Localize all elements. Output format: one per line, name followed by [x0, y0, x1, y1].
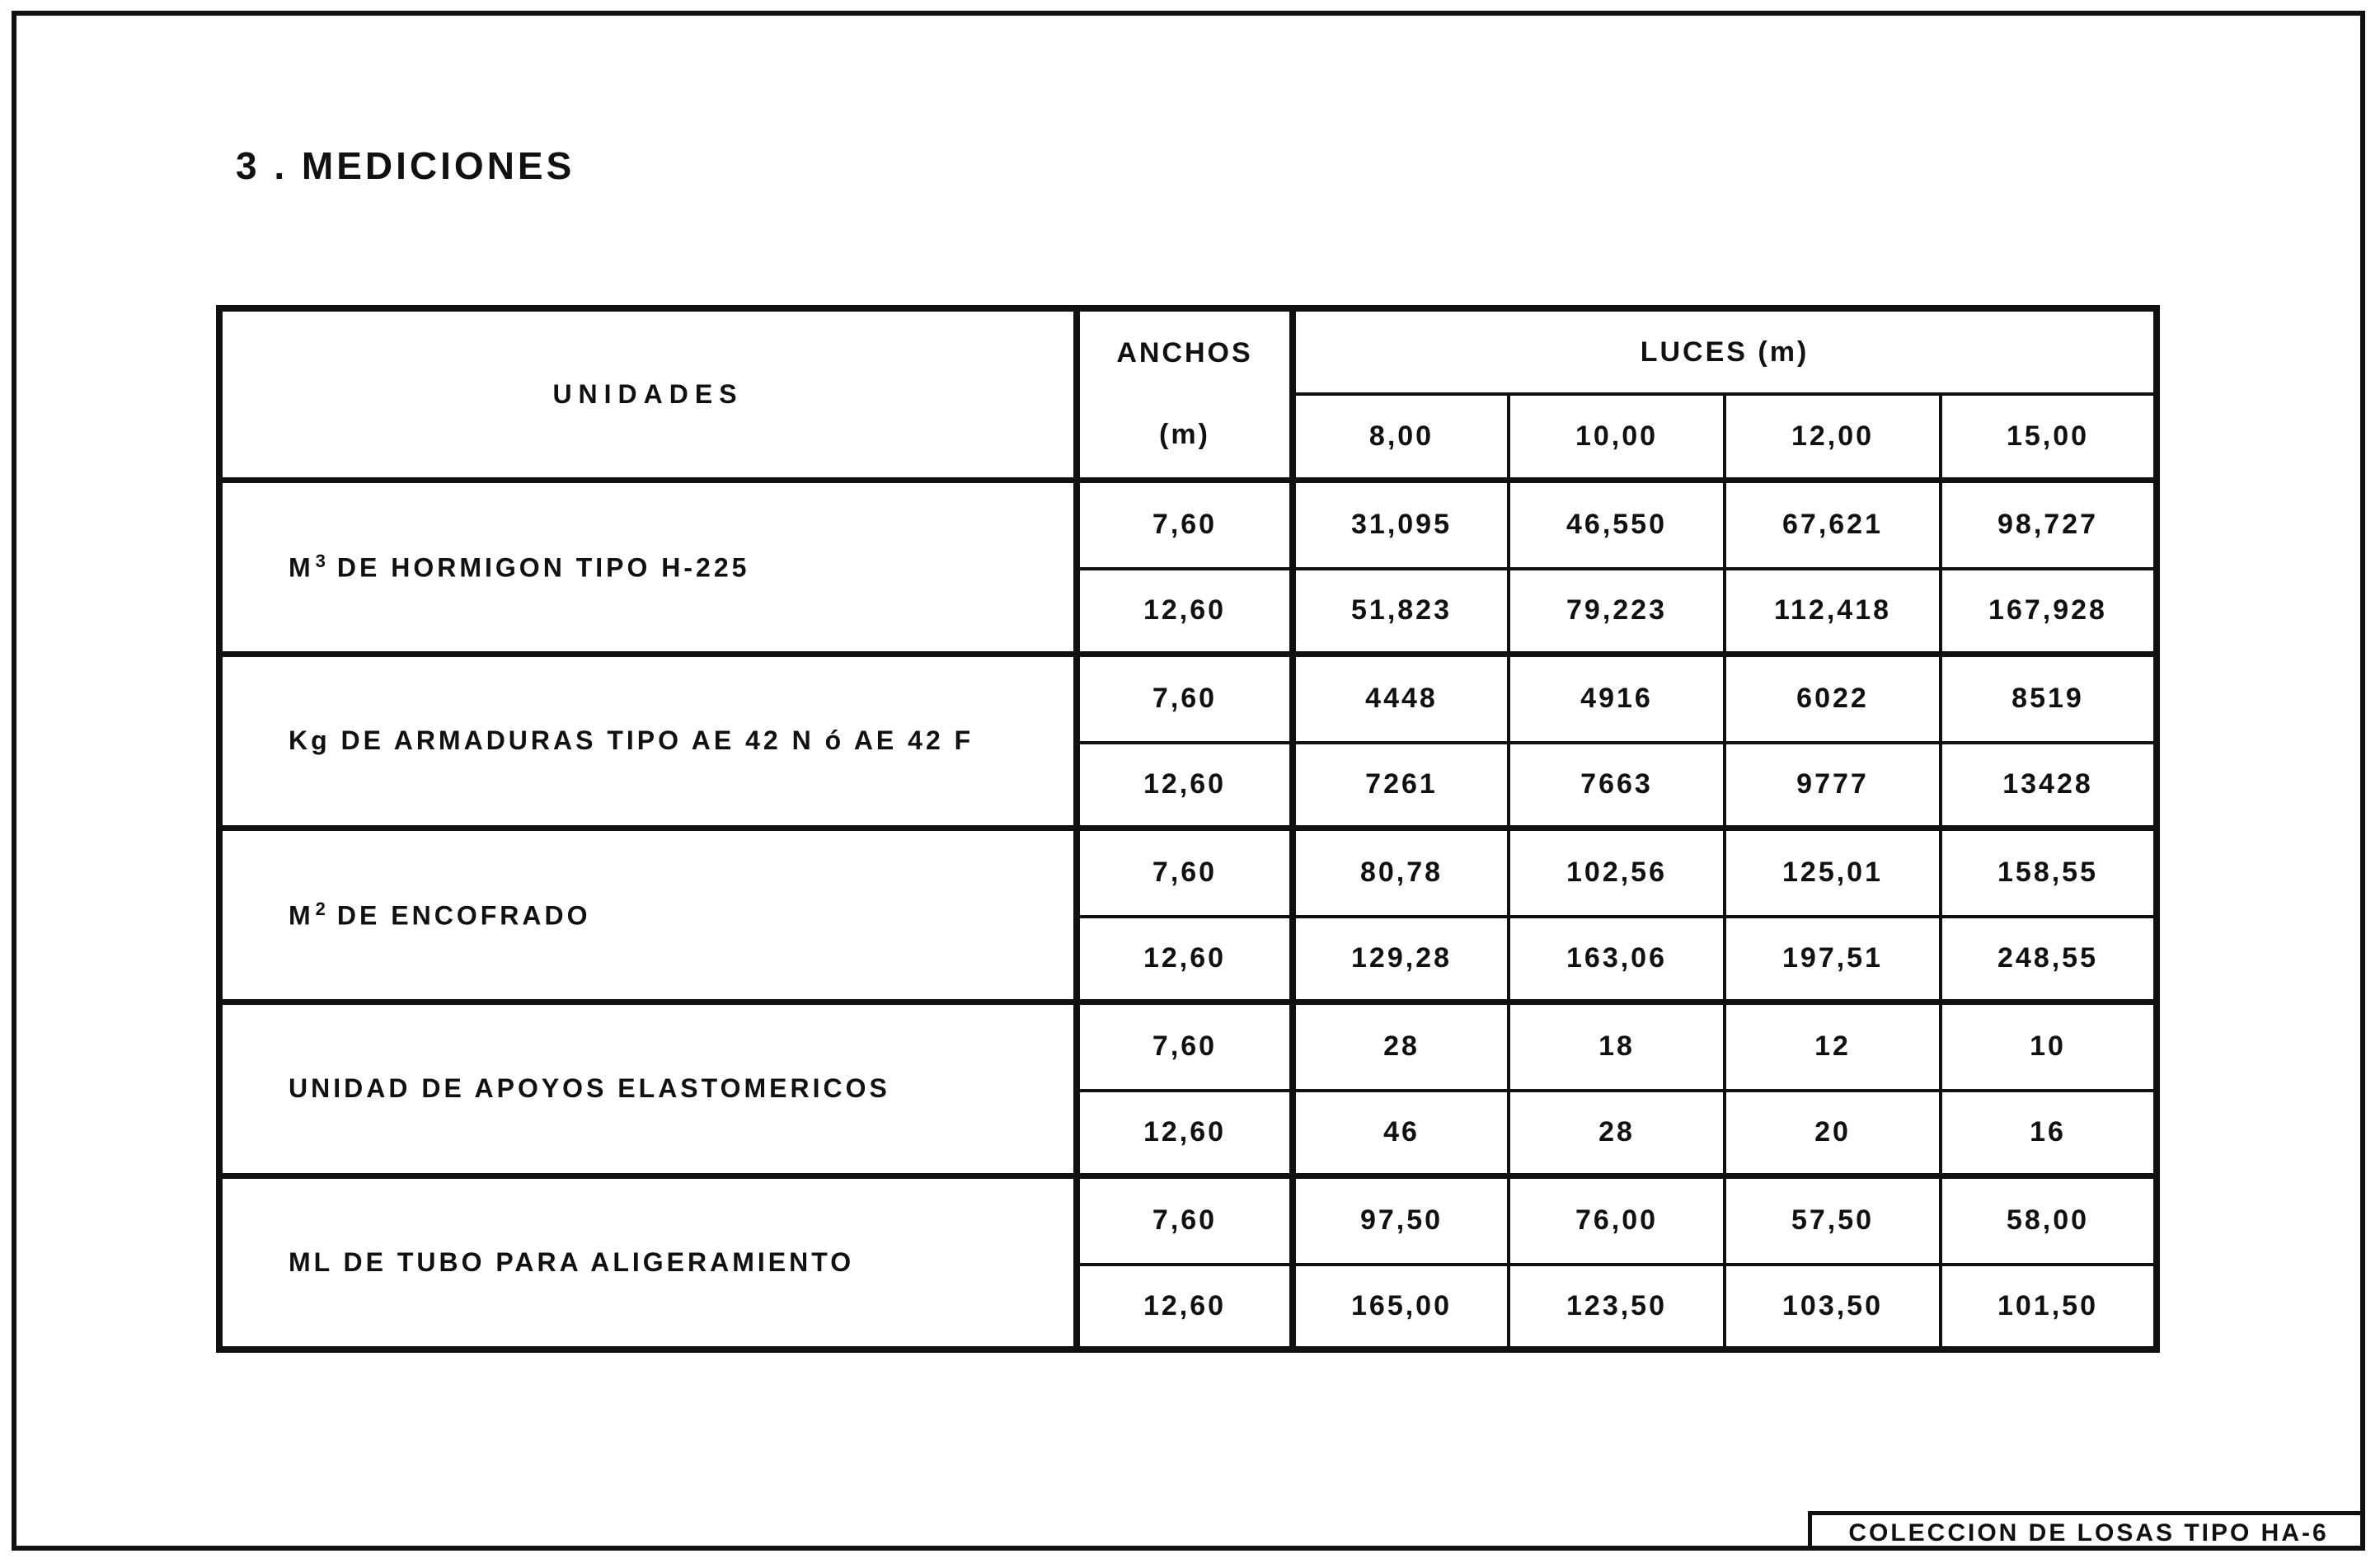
value-cell: 67,621 [1725, 480, 1941, 569]
value-cell: 46 [1293, 1091, 1509, 1176]
value-cell: 123,50 [1509, 1265, 1725, 1349]
value-cell: 158,55 [1941, 828, 2157, 917]
unit-label-text: ML DE TUBO PARA ALIGERAMIENTO [289, 1246, 855, 1277]
header-luz-cell: 12,00 [1725, 394, 1941, 480]
table-row [219, 1176, 2157, 1265]
ancho-cell: 12,60 [1077, 743, 1293, 828]
value-cell: 58,00 [1941, 1176, 2157, 1265]
unit-label-text: Kg DE ARMADURAS TIPO AE 42 N ó AE 42 F [289, 725, 974, 755]
value-cell: 31,095 [1293, 480, 1509, 569]
value-cell: 4448 [1293, 654, 1509, 743]
ancho-cell: 7,60 [1077, 480, 1293, 569]
section-title: 3 . MEDICIONES [236, 144, 575, 187]
value-cell: 97,50 [1293, 1176, 1509, 1265]
header-anchos [1077, 308, 1293, 480]
header-anchos-label: ANCHOS [1116, 337, 1253, 369]
ancho-cell: 12,60 [1077, 1091, 1293, 1176]
header-luz-cell: 10,00 [1509, 394, 1725, 480]
header-anchos-unit: (m) [1159, 419, 1210, 451]
value-cell: 79,223 [1509, 569, 1725, 654]
value-cell: 80,78 [1293, 828, 1509, 917]
table-row [219, 654, 2157, 743]
value-cell: 197,51 [1725, 917, 1941, 1002]
table-row [219, 828, 2157, 917]
ancho-cell: 7,60 [1077, 1176, 1293, 1265]
value-cell: 163,06 [1509, 917, 1725, 1002]
unit-label-superscript: 2 [315, 898, 329, 919]
value-cell: 165,00 [1293, 1265, 1509, 1349]
value-cell: 125,01 [1725, 828, 1941, 917]
unit-label-superscript: 3 [315, 550, 329, 571]
header-units: UNIDADES [219, 308, 1077, 480]
unit-label-prefix: M [289, 900, 314, 931]
header-luz-cell: 8,00 [1293, 394, 1509, 480]
value-cell: 7261 [1293, 743, 1509, 828]
value-cell: 167,928 [1941, 569, 2157, 654]
ancho-cell: 7,60 [1077, 828, 1293, 917]
ancho-cell: 7,60 [1077, 654, 1293, 743]
unit-label-text: DE ENCOFRADO [336, 900, 591, 931]
value-cell: 103,50 [1725, 1265, 1941, 1349]
value-cell: 129,28 [1293, 917, 1509, 1002]
value-cell: 12 [1725, 1002, 1941, 1091]
header-luces: LUCES (m) [1293, 308, 2157, 394]
value-cell: 98,727 [1941, 480, 2157, 569]
header-luz-cell: 15,00 [1941, 394, 2157, 480]
value-cell: 248,55 [1941, 917, 2157, 1002]
value-cell: 13428 [1941, 743, 2157, 828]
ancho-cell: 12,60 [1077, 1265, 1293, 1349]
unit-label [219, 828, 1077, 1002]
value-cell: 101,50 [1941, 1265, 2157, 1349]
unit-label [219, 480, 1077, 654]
value-cell: 28 [1509, 1091, 1725, 1176]
unit-label-text: DE HORMIGON TIPO H-225 [336, 552, 750, 583]
ancho-cell: 12,60 [1077, 917, 1293, 1002]
ancho-cell: 12,60 [1077, 569, 1293, 654]
value-cell: 46,550 [1509, 480, 1725, 569]
table-row [219, 1002, 2157, 1091]
measurements-table [216, 305, 2160, 1353]
value-cell: 10 [1941, 1002, 2157, 1091]
ancho-cell: 7,60 [1077, 1002, 1293, 1091]
header-row-top [219, 308, 2157, 394]
measurements-table-body [219, 308, 2157, 1349]
value-cell: 51,823 [1293, 569, 1509, 654]
value-cell: 9777 [1725, 743, 1941, 828]
value-cell: 8519 [1941, 654, 2157, 743]
unit-label-text: UNIDAD DE APOYOS ELASTOMERICOS [289, 1073, 890, 1103]
value-cell: 112,418 [1725, 569, 1941, 654]
unit-label-prefix: M [289, 552, 314, 583]
value-cell: 16 [1941, 1091, 2157, 1176]
value-cell: 102,56 [1509, 828, 1725, 917]
unit-label [219, 654, 1077, 828]
value-cell: 20 [1725, 1091, 1941, 1176]
value-cell: 7663 [1509, 743, 1725, 828]
measurements-table-wrapper [216, 305, 2153, 1349]
footer-title-block: COLECCION DE LOSAS TIPO HA-6 [1808, 1511, 2365, 1551]
value-cell: 4916 [1509, 654, 1725, 743]
unit-label [219, 1176, 1077, 1349]
table-row [219, 480, 2157, 569]
value-cell: 18 [1509, 1002, 1725, 1091]
value-cell: 57,50 [1725, 1176, 1941, 1265]
value-cell: 6022 [1725, 654, 1941, 743]
unit-label [219, 1002, 1077, 1176]
value-cell: 28 [1293, 1002, 1509, 1091]
value-cell: 76,00 [1509, 1176, 1725, 1265]
